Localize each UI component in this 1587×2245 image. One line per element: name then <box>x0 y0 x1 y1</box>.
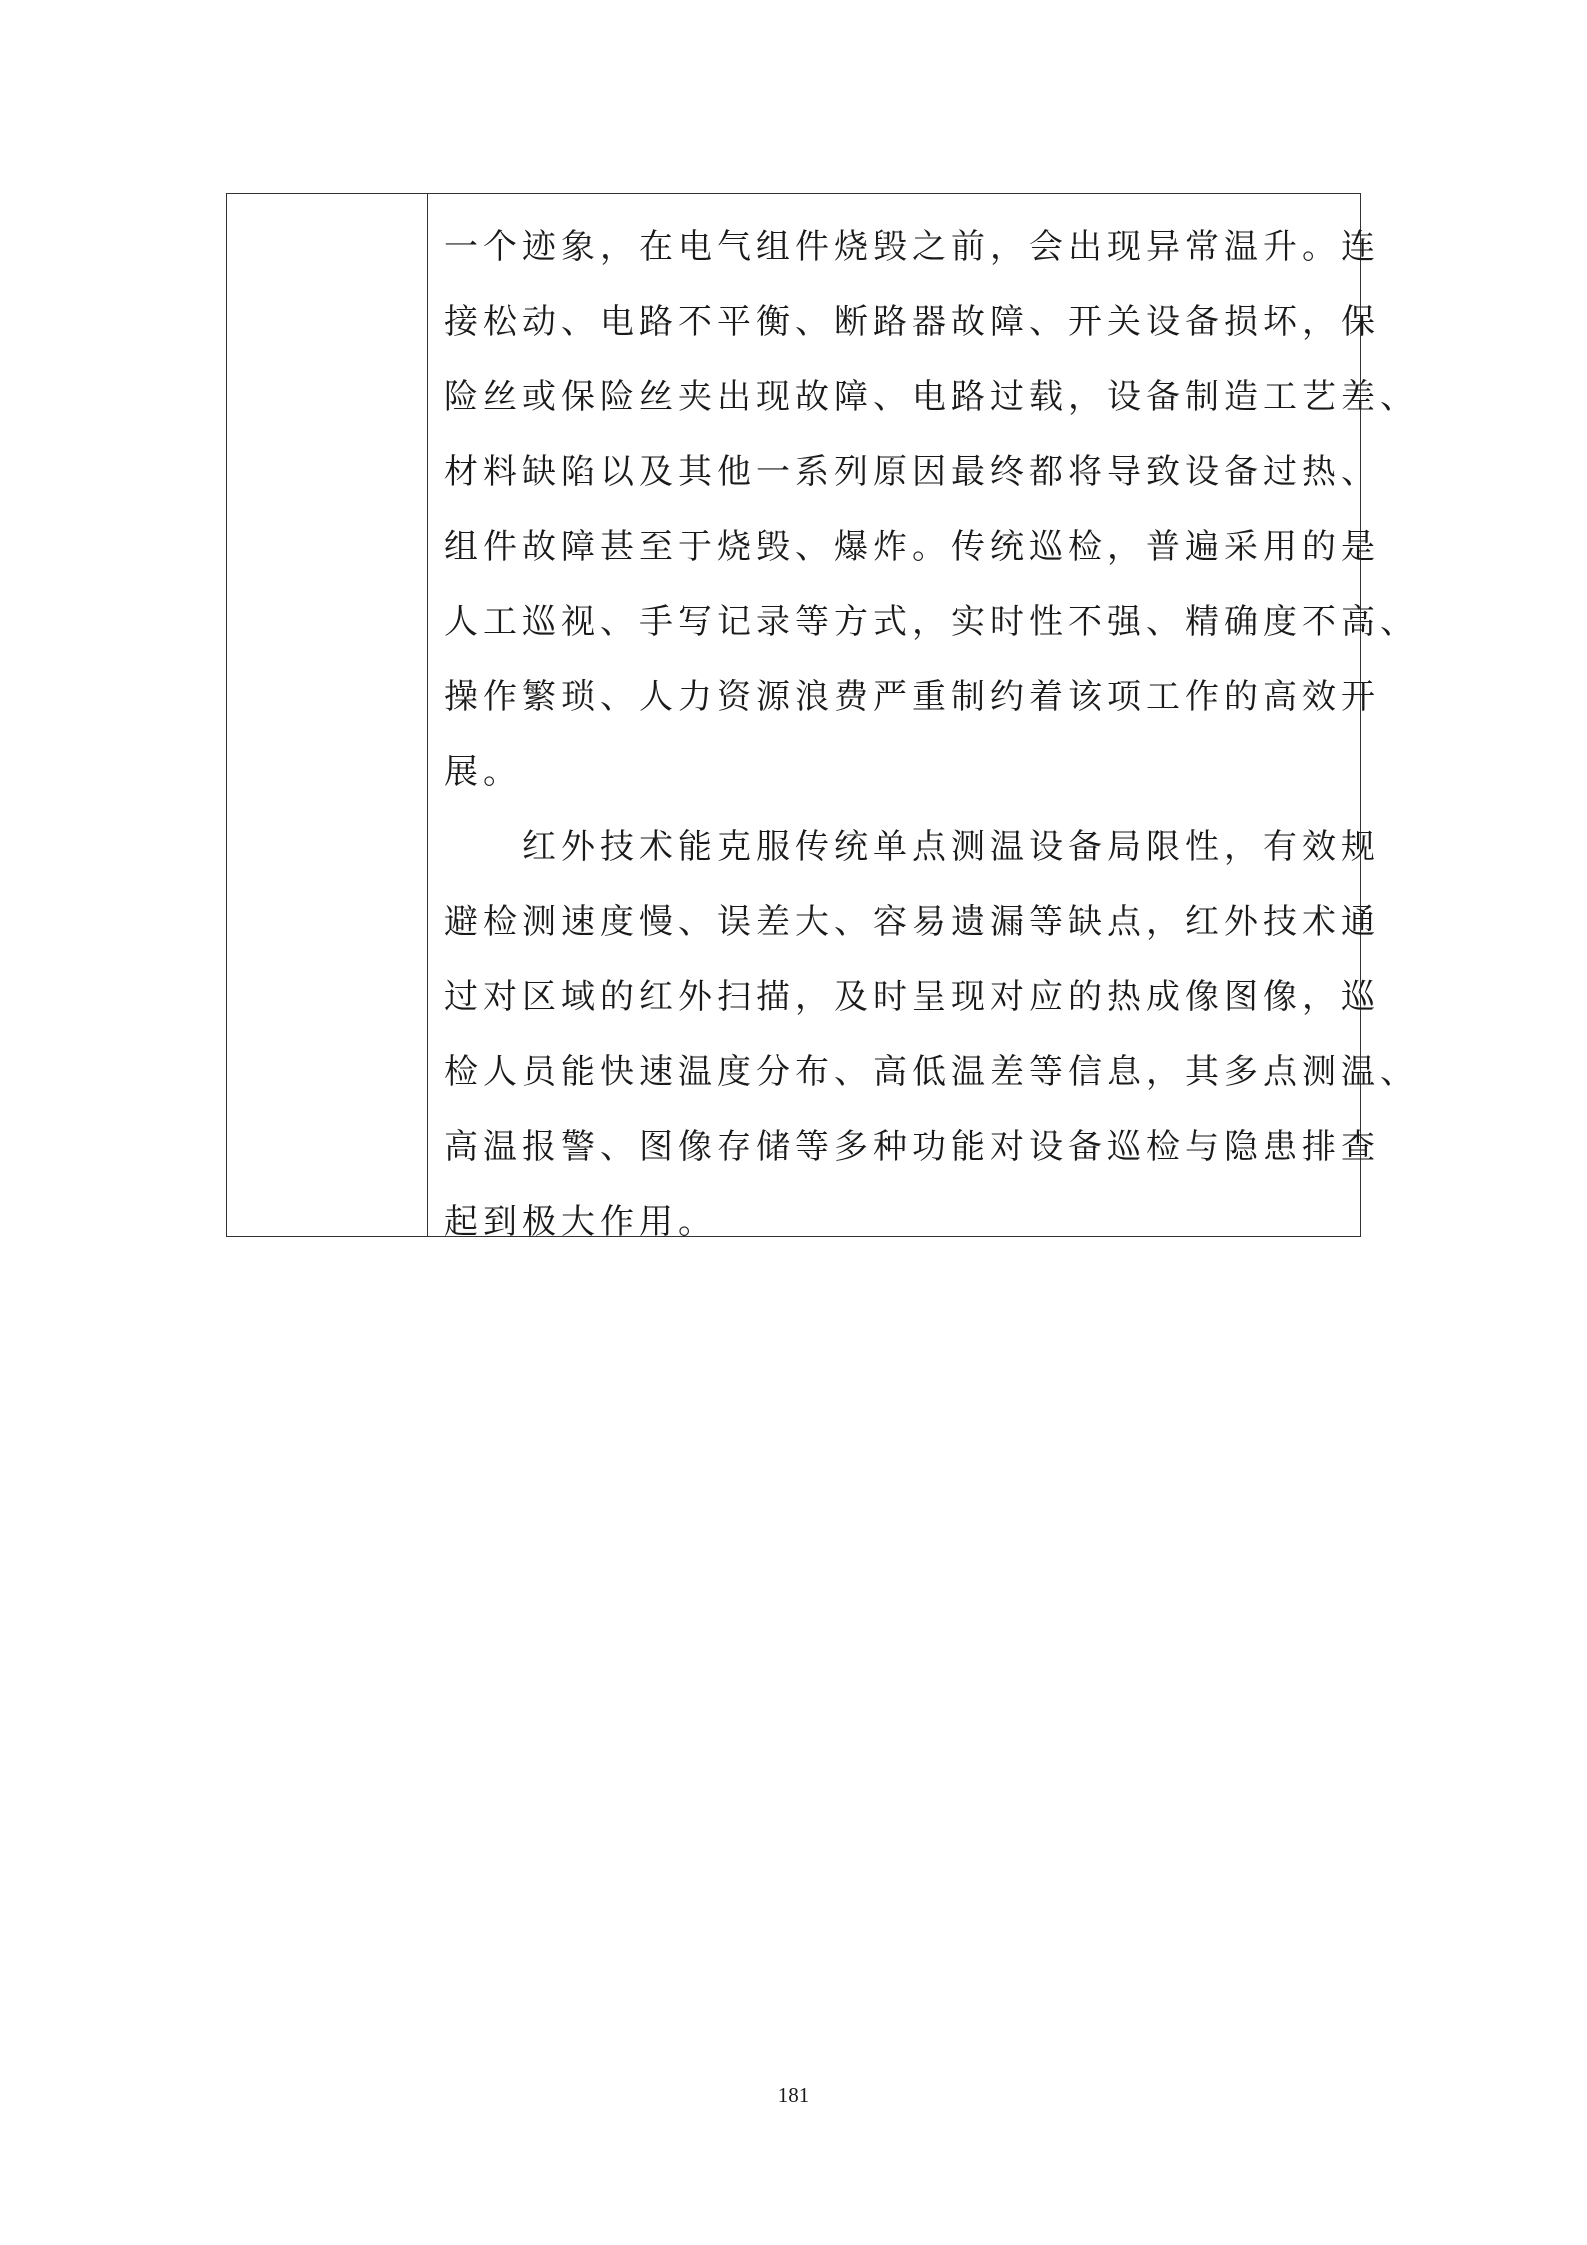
table-right-cell <box>428 194 1419 1242</box>
content-table <box>226 193 1419 1242</box>
paragraph-line: 避检测速度慢、误差大、容易遗漏等缺点，红外技术通 <box>444 902 1380 942</box>
paragraph-line: 过对区域的红外扫描，及时呈现对应的热成像图像，巡 <box>444 977 1380 1017</box>
paragraph-line: 起到极大作用。 <box>444 1202 717 1242</box>
paragraph-line: 人工巡视、手写记录等方式，实时性不强、精确度不高、 <box>444 602 1419 642</box>
page-number: 181 <box>777 2083 810 2107</box>
paragraph-2 <box>444 810 1419 1260</box>
paragraph-line: 红外技术能克服传统单点测温设备局限性，有效规 <box>522 827 1380 867</box>
paragraph-line: 高温报警、图像存储等多种功能对设备巡检与隐患排查 <box>444 1127 1380 1167</box>
paragraph-line: 检人员能快速温度分布、高低温差等信息，其多点测温、 <box>444 1052 1419 1092</box>
table-left-cell <box>227 194 428 1236</box>
paragraph-line: 展。 <box>444 752 522 792</box>
paragraph-line: 组件故障甚至于烧毁、爆炸。传统巡检，普遍采用的是 <box>444 527 1380 567</box>
paragraph-line: 一个迹象，在电气组件烧毁之前，会出现异常温升。连 <box>444 227 1380 267</box>
paragraph-line: 接松动、电路不平衡、断路器故障、开关设备损坏，保 <box>444 302 1380 342</box>
paragraph-1 <box>444 210 1419 810</box>
paragraph-line: 材料缺陷以及其他一系列原因最终都将导致设备过热、 <box>444 452 1380 492</box>
paragraph-line: 操作繁琐、人力资源浪费严重制约着该项工作的高效开 <box>444 677 1380 717</box>
paragraph-line: 险丝或保险丝夹出现故障、电路过载，设备制造工艺差、 <box>444 377 1419 417</box>
